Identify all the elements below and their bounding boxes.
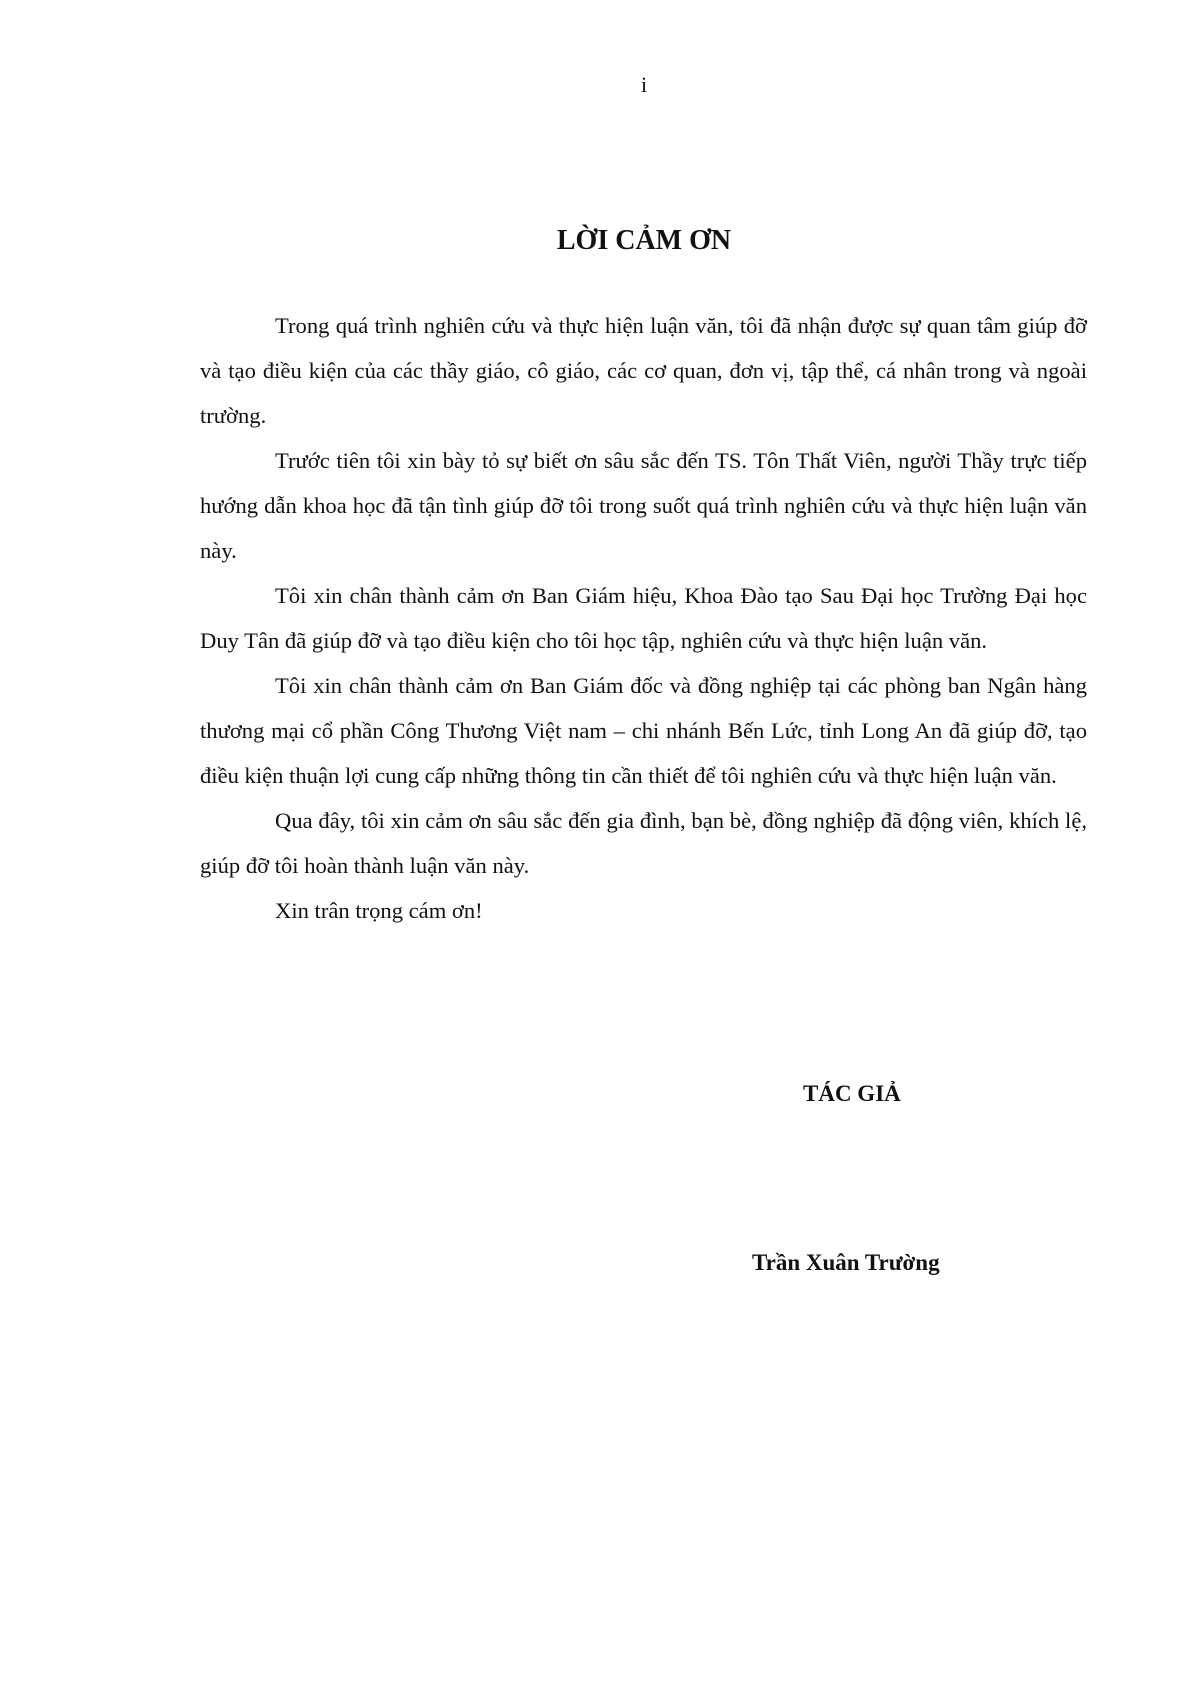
paragraph: Trước tiên tôi xin bày tỏ sự biết ơn sâu sắc đến TS. Tôn Thất Viên, người Thầy trực tiếp hướng dẫn khoa học đã tận tình giúp đỡ tôi trong suốt quá trình nghiên cứu và thực hiện luận văn này. <box>200 448 1087 563</box>
paragraph: Tôi xin chân thành cảm ơn Ban Giám đốc và đồng nghiệp tại các phòng ban Ngân hàng thương mại cổ phần Công Thương Việt nam – chi nhánh Bến Lức, tỉnh Long An đã giúp đỡ, tạo điều kiện thuận lợi cung cấp những thông tin cần thiết để tôi nghiên cứu và thực hiện luận văn. <box>200 673 1087 788</box>
page-title: LỜI CẢM ƠN <box>556 225 732 256</box>
page-number: i <box>640 72 648 97</box>
acknowledgement-body <box>200 303 1087 933</box>
author-name: Trần Xuân Trường <box>752 1250 940 1275</box>
paragraph: Trong quá trình nghiên cứu và thực hiện luận văn, tôi đã nhận được sự quan tâm giúp đỡ và tạo điều kiện của các thầy giáo, cô giáo, các cơ quan, đơn vị, tập thể, cá nhân trong và ngoài trường. <box>200 313 1087 428</box>
closing-line: Xin trân trọng cám ơn! <box>275 898 483 923</box>
author-label: TÁC GIẢ <box>803 1081 901 1106</box>
paragraph: Qua đây, tôi xin cảm ơn sâu sắc đến gia đình, bạn bè, đồng nghiệp đã động viên, khích lệ, giúp đỡ tôi hoàn thành luận văn này. <box>200 808 1087 878</box>
paragraph: Tôi xin chân thành cảm ơn Ban Giám hiệu, Khoa Đào tạo Sau Đại học Trường Đại học Duy Tân đã giúp đỡ và tạo điều kiện cho tôi học tập, nghiên cứu và thực hiện luận văn. <box>200 583 1087 653</box>
